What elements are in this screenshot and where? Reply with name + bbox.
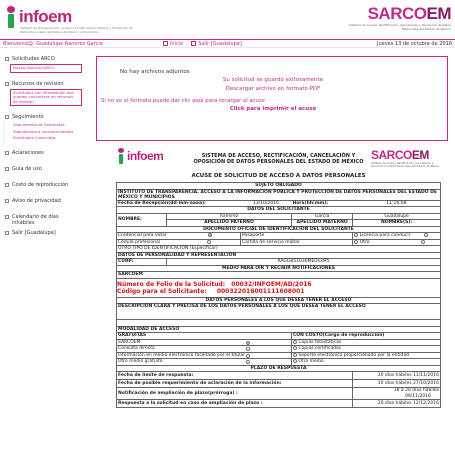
- section-medio: MEDIO PARA OÍR Y RECIBIR NOTIFICACIONES: [117, 265, 441, 272]
- sidebar-item-salir[interactable]: [4, 228, 82, 238]
- radio-copias[interactable]: [293, 340, 297, 344]
- m6-label: Soporte electrónico proporcionado por la entidad: [298, 352, 409, 358]
- home-icon: [163, 41, 168, 46]
- radio-otro-medio[interactable]: [293, 359, 297, 363]
- folio-label: Número de Folio de la Solicitud:: [117, 280, 226, 288]
- section-solicitante: DATOS DEL SOLICITANTE: [117, 207, 441, 214]
- infoem-logo: [4, 6, 72, 28]
- sujeto-value: INSTITUTO DE TRANSPARENCIA, ACCESO A LA INFORMACIÓN PÚBLICA Y PROTECCIÓN DE DATOS PERSONALES DEL ESTADO DE MÉXICO Y MUNICIPIOS: [117, 189, 441, 200]
- m1-label: SARCOEM: [118, 339, 141, 345]
- id-licencia-label: Licencia para conducir: [359, 233, 411, 239]
- id-otro-label: Otro: [359, 239, 370, 245]
- user-bar: [0, 39, 455, 48]
- sidebar-item-nueva-solicitud[interactable]: Nueva Solicitud ARCO: [10, 64, 82, 73]
- section-datos-acceso: DATOS PERSONALES A LOS QUE DESEA TENER EL ACCESO: [117, 297, 441, 304]
- bullet-icon: [5, 215, 9, 219]
- plazo-aclaracion-label: Fecha de posible requerimiento de aclaración de la información:: [117, 380, 353, 388]
- id-credencial-label: Credencial para votar: [118, 233, 167, 239]
- plazo-prorroga-a: 18 a 20 días hábiles: [393, 388, 439, 393]
- print-receipt-link[interactable]: Click para imprimir el acuse: [229, 106, 317, 112]
- receipt-sarcoem-logo: [371, 148, 441, 168]
- plazo-limite-label: Fecha de límite de respuesta:: [117, 372, 353, 380]
- plazo-limite-value: 20 días hábiles 11/11/2016: [353, 372, 441, 380]
- infoem-logo-text: infoem: [19, 7, 72, 26]
- curp-label: CURP:: [117, 259, 167, 266]
- bullet-icon: [5, 199, 9, 203]
- home-link-label: Inicio: [169, 40, 184, 47]
- sarcoem-logo-b: EM: [426, 4, 451, 23]
- nombre-value: Guadalupe: [353, 213, 441, 220]
- radio-medio-titular[interactable]: [246, 354, 250, 358]
- message-panel: [96, 56, 448, 141]
- hora-value: 11:16:08: [353, 200, 441, 207]
- sidebar-item-label: Aviso de privacidad: [12, 197, 61, 204]
- sidebar: [4, 54, 82, 238]
- plazo-prorroga-label: Notificación de ampliación de plazo(prórroga) :: [117, 388, 353, 400]
- bullet-icon: [5, 82, 9, 86]
- sidebar-item-solicitudes[interactable]: [4, 54, 82, 64]
- apellido-materno-label: APELLIDO MATERNO: [291, 220, 352, 227]
- receipt-document: [116, 148, 441, 408]
- radio-cedula[interactable]: [207, 240, 211, 244]
- success-message: Su solicitud se guardó exitosamente: [222, 77, 324, 83]
- codigo-value: 000322016001111608001: [216, 287, 305, 295]
- section-modalidad: MODALIDAD DE ACCESO: [117, 326, 441, 333]
- receipt-sarco-b: EM: [411, 148, 429, 162]
- sidebar-item-label: Calendario de días inhábiles: [12, 213, 59, 226]
- home-link[interactable]: [163, 41, 183, 47]
- sidebar-item-label: Seguimiento: [12, 114, 44, 120]
- sidebar-item-label: Solicitudes ARCO: [12, 56, 55, 62]
- folio-value: 00032/INFOEM/AD/2016: [231, 280, 312, 288]
- sidebar-item-aviso[interactable]: [4, 196, 82, 206]
- descripcion-label: DESCRIPCIÓN CLARA Y PRECISA DE LOS DATOS PERSONALES A LOS QUE DESEA TENER EL ACCESO: [117, 304, 441, 320]
- radio-otro-gratuito[interactable]: [246, 360, 250, 364]
- gratuitas-label: GRATUITAS: [117, 333, 292, 340]
- medio-value: SARCOEM: [117, 272, 441, 279]
- bullet-icon: [5, 151, 9, 155]
- exit-link[interactable]: [191, 41, 242, 47]
- m5-label: Información en medio electrónico facilitado por el titular: [118, 352, 245, 358]
- reload-receipt-link[interactable]: Si no ve el formato puede dar clic aquí para recargar el acuse: [101, 98, 265, 104]
- m8-label: Otro medio: [298, 359, 324, 365]
- fecha-label: Fecha de Recepción(dd-mm-aaaa):: [117, 200, 241, 207]
- download-pdf-link[interactable]: Descargar archivo en formato PDF: [225, 86, 321, 92]
- apellido-materno-value: García: [291, 213, 352, 220]
- sarcoem-logo-a: SARCO: [367, 4, 427, 23]
- otro-tipo-label: OTRO TIPO DE IDENTIFICACIÓN (Especificar): [117, 246, 441, 253]
- sarcoem-logo-subtitle: Sistema de Acceso, Rectificación, Cancelación y Oposición de Datos Personales del Estado de México: [348, 23, 451, 31]
- fecha-value: 13/10/2016: [240, 200, 291, 207]
- radio-sarcoem[interactable]: [246, 341, 250, 345]
- receipt-sarco-sub: Sistema de Acceso, Rectificación, Cancelación y Oposición de Datos Personales del Estado de México: [371, 162, 440, 168]
- sidebar-item-label: Recursos de revisión: [12, 80, 64, 87]
- radio-pasaporte[interactable]: [354, 233, 358, 237]
- id-pasaporte-label: Pasaporte: [241, 233, 265, 239]
- m4-label: Copias certificadas: [298, 346, 342, 352]
- radio-consulta[interactable]: [246, 347, 250, 351]
- radio-otro[interactable]: [421, 240, 425, 244]
- receipt-logo-text: infoem: [127, 149, 164, 163]
- sidebar-item-calendario[interactable]: [4, 212, 82, 228]
- exit-link-label: Salir [Guadalupe]: [198, 40, 242, 47]
- nombre-label-2: NOMBRE(S):: [353, 220, 441, 227]
- main-content: [96, 56, 448, 461]
- id-licencia: [353, 233, 441, 240]
- infoem-logo-subtitle: Instituto de Transparencia, Acceso a la Información Pública y Protección de Datos Personales del Estado de México y Municipios: [20, 26, 133, 34]
- sidebar-item-recursos[interactable]: [4, 79, 82, 89]
- receipt-title-text: SISTEMA DE ACCESO, RECTIFICACIÓN, CANCELACIÓN Y OPOSICIÓN DE DATOS PERSONALES DEL ESTADO DE MÉXICO: [193, 153, 364, 165]
- curp-value: RAGG851030MEDsxM5: [167, 259, 441, 266]
- infoem-logo-icon: [4, 6, 18, 28]
- exit-icon: [5, 231, 9, 235]
- hora-label: Hora(hh:mm):: [291, 200, 352, 207]
- sidebar-item-seg-inconformidades[interactable]: Seguimiento a inconformidades: [4, 129, 82, 136]
- current-date: Jueves 13 de octubre de 2016: [376, 40, 452, 47]
- welcome-text: Bienvenid@: Guadalupe Ramírez García: [3, 40, 103, 47]
- nombre-label: NOMBRE:: [117, 213, 167, 226]
- id-cartilla-label: Cartilla de servicio militar: [241, 239, 300, 245]
- plazo-ampliacion-label: Respuesta a la solicitud en caso de ampliación de plazo :: [117, 400, 353, 408]
- radio-certificadas[interactable]: [293, 346, 297, 350]
- m7-label: Otro medio gratuito: [118, 359, 163, 365]
- m3-label: Consulta directa: [118, 346, 155, 352]
- exit-icon: [191, 41, 196, 46]
- sidebar-item-costo[interactable]: [4, 180, 82, 190]
- m2-label: Copias fotostáticas: [298, 339, 342, 345]
- radio-licencia[interactable]: [424, 233, 428, 237]
- receipt-header: [116, 148, 441, 170]
- receipt-ack-title: ACUSE DE SOLICITUD DE ACCESO A DATOS PERSONALES: [191, 173, 366, 179]
- bullet-icon: [5, 183, 9, 187]
- section-representacion: DATOS DE PERSONALIDAD Y REPRESENTACIÓN: [117, 252, 441, 259]
- sidebar-item-label: Guía de uso: [12, 165, 42, 172]
- bullet-icon: [5, 115, 9, 119]
- plazo-prorroga-value: [353, 388, 441, 400]
- codigo-label: Código para el Solicitante:: [117, 287, 207, 295]
- bullet-icon: [5, 57, 9, 61]
- receipt-sarco-a: SARCO: [371, 148, 412, 162]
- sidebar-item-label: Costo de reproducción: [12, 181, 69, 188]
- con-costo-label: CON COSTO(Cargo de reproducción): [291, 333, 440, 340]
- sidebar-item-aclaraciones[interactable]: [4, 148, 82, 158]
- sidebar-item-concluidas[interactable]: Solicitudes Concluidas: [4, 135, 82, 142]
- id-cedula-label: Cédula profesional: [118, 239, 160, 245]
- radio-soporte[interactable]: [293, 353, 297, 357]
- bullet-icon: [5, 167, 9, 171]
- page-header: [0, 0, 455, 38]
- sidebar-item-seguimiento[interactable]: [4, 112, 82, 122]
- plazo-aclaracion-value: 10 días hábiles 27/10/2016: [353, 380, 441, 388]
- sidebar-item-guia[interactable]: [4, 164, 82, 174]
- radio-credencial[interactable]: [208, 233, 212, 237]
- sidebar-item-recursos-sub[interactable]: Solicitudes con información que pueden convertirse en recursos de revisión: [10, 89, 82, 107]
- radio-cartilla[interactable]: [354, 240, 358, 244]
- section-plazo: PLAZO DE RESPUESTA: [117, 365, 441, 372]
- section-sujeto: SUJETO OBLIGADO: [117, 183, 441, 190]
- plazo-ampliacion-value: 20 días hábiles 12/12/2016: [353, 400, 441, 408]
- no-attachments-text: No hay archivos adjuntos: [120, 69, 190, 75]
- sarcoem-logo: [341, 4, 451, 31]
- sidebar-item-seg-solicitudes[interactable]: Seguimiento de Solicitudes: [4, 122, 82, 129]
- plazo-prorroga-b: 09/11/2016: [405, 393, 431, 399]
- apellido-paterno-label: APELLIDO PATERNO: [167, 220, 292, 227]
- folio-block: [117, 278, 441, 297]
- sidebar-item-label: Aclaraciones: [12, 149, 44, 156]
- sidebar-item-label: Salir [Guadalupe]: [12, 229, 56, 236]
- apellido-paterno-value: Ramírez: [167, 213, 292, 220]
- receipt-table: [116, 182, 441, 408]
- section-documento: DOCUMENTO OFICIAL DE IDENTIFICACIÓN DEL SOLICITANTE: [117, 226, 441, 233]
